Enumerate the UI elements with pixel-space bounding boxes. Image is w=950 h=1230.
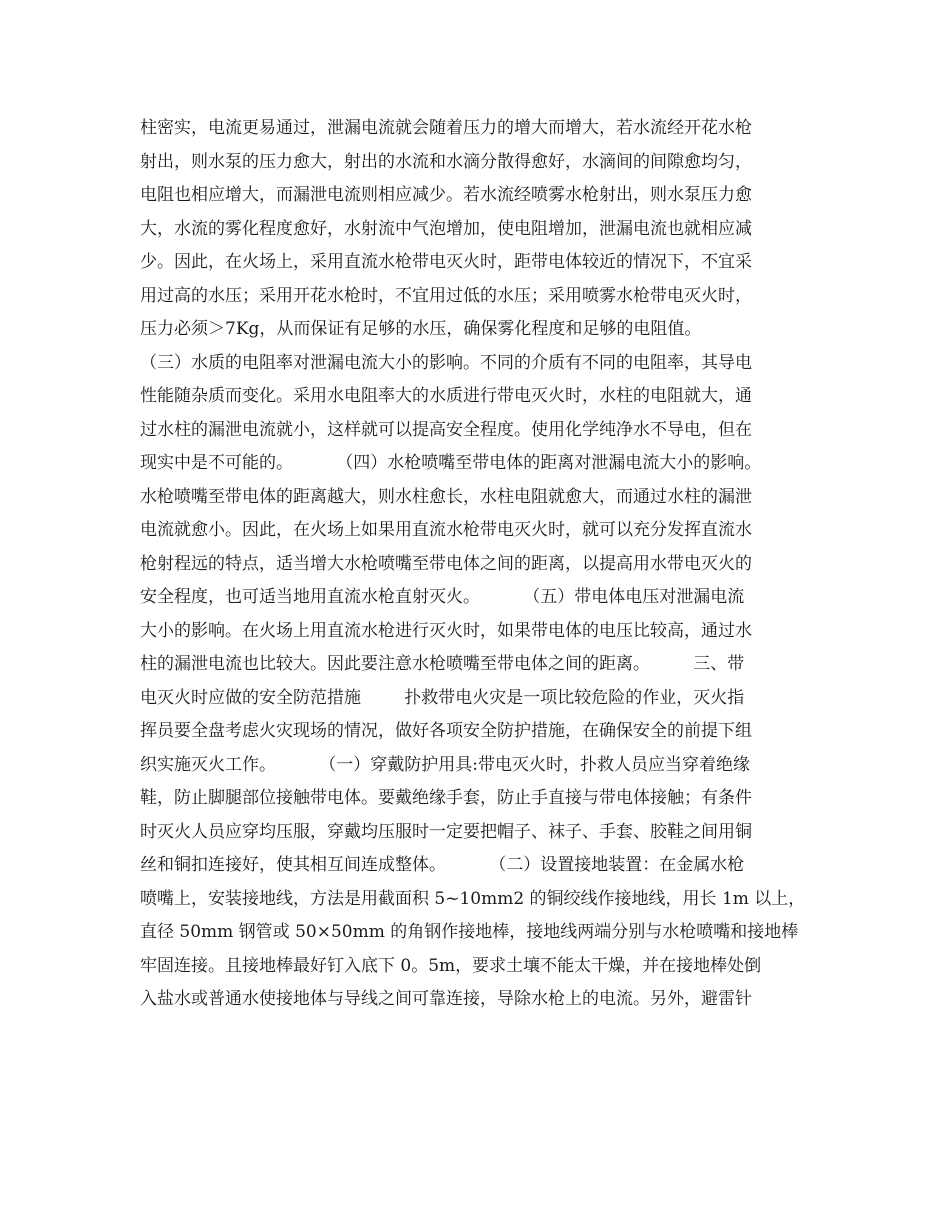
text-line: 鞋，防止脚腿部位接触带电体。要戴绝缘手套，防止手直接与带电体接触；有条件 [140, 788, 752, 808]
text-line: 电流就愈小。因此，在火场上如果用直流水枪带电灭火时，就可以充分发挥直流水 [140, 520, 752, 540]
text-line: 水枪喷嘴至带电体的距离越大，则水柱愈长，水柱电阻就愈大，而通过水柱的漏泄 [140, 486, 752, 507]
text-line: 过水柱的漏泄电流就小，这样就可以提高安全程度。使用化学纯净水不导电，但在 [140, 419, 752, 440]
text-line: 压力必须＞7Kg，从而保证有足够的水压，确保雾化程度和足够的电阻值。 [140, 319, 702, 339]
text-line: 牢固连接。且接地棒最好钉入底下 0。5m，要求土壤不能太干燥，并在接地棒处倒 [140, 955, 762, 976]
text-line: 枪射程远的特点，适当增大水枪喷嘴至带电体之间的距离，以提高用水带电灭火的 [140, 553, 752, 574]
text-line: 丝和铜扣连接好，使其相互间连成整体。 （二）设置接地装置：在金属水枪 [140, 855, 745, 875]
text-line: 性能随杂质而变化。采用水电阻率大的水质进行带电灭火时，水柱的电阻就大，通 [140, 386, 752, 406]
text-line: 现实中是不可能的。 （四）水枪喷嘴至带电体的距离对泄漏电流大小的影响。 [140, 453, 762, 473]
text-line: 时灭火人员应穿均压服，穿戴均压服时一定要把帽子、袜子、手套、胶鞋之间用铜 [140, 821, 752, 842]
text-line: 挥员要全盘考虑火灾现场的情况，做好各项安全防护措施，在确保安全的前提下组 [140, 721, 752, 741]
text-line: 用过高的水压；采用开花水枪时，不宜用过低的水压；采用喷雾水枪带电灭火时， [140, 285, 752, 306]
text-line: 安全程度，也可适当地用直流水枪直射灭火。 （五）带电体电压对泄漏电流 [140, 587, 745, 607]
text-line: 直径 50mm 钢管或 50×50mm 的角钢作接地棒，接地线两端分别与水枪喷嘴和接地棒 [140, 922, 799, 942]
text-line: 电灭火时应做的安全防范措施 扑救带电火灾是一项比较危险的作业，灭火指 [140, 687, 745, 708]
text-line: 织实施灭火工作。 （一）穿戴防护用具:带电灭火时，扑救人员应当穿着绝缘 [140, 754, 750, 775]
text-line: 少。因此，在火场上，采用直流水枪带电灭火时，距带电体较近的情况下，不宜采 [140, 252, 752, 272]
text-line: 电阻也相应增大，而漏泄电流则相应减少。若水流经喷雾水枪射出，则水泵压力愈 [140, 185, 752, 205]
text-line: 柱的漏泄电流也比较大。因此要注意水枪喷嘴至带电体之间的距离。 三、带 [140, 654, 745, 674]
text-line: 喷嘴上，安装接地线，方法是用截面积 5~10mm2 的铜绞线作接地线，用长 1m 以上， [140, 888, 806, 909]
text-line: 大小的影响。在火场上用直流水枪进行灭火时，如果带电体的电压比较高，通过水 [140, 620, 752, 641]
body-text [140, 112, 840, 1017]
text-line: 大，水流的雾化程度愈好，水射流中气泡增加，使电阻增加，泄漏电流也就相应减 [140, 218, 752, 239]
text-line: 柱密实，电流更易通过，泄漏电流就会随着压力的增大而增大，若水流经开花水枪 [140, 118, 752, 138]
text-line: 射出，则水泵的压力愈大，射出的水流和水滴分散得愈好，水滴间的间隙愈均匀， [140, 151, 752, 172]
text-line: （三）水质的电阻率对泄漏电流大小的影响。不同的介质有不同的电阻率，其导电 [140, 352, 752, 373]
text-line: 入盐水或普通水使接地体与导线之间可靠连接，导除水枪上的电流。另外，避雷针 [140, 989, 752, 1009]
